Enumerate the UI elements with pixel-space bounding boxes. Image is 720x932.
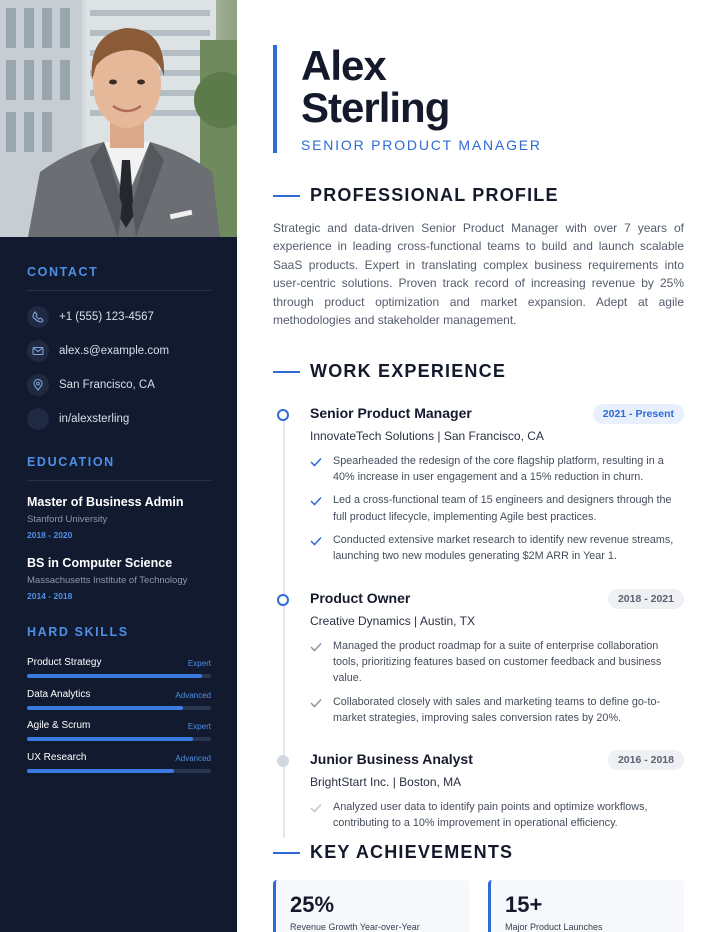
skill-item bbox=[27, 657, 211, 689]
check-icon bbox=[310, 638, 333, 687]
skill-bar-fill bbox=[27, 674, 202, 678]
check-icon bbox=[310, 532, 333, 564]
job-dates-badge: 2018 - 2021 bbox=[608, 589, 684, 609]
profile-heading: PROFESSIONAL PROFILE bbox=[310, 185, 559, 205]
skill-level: Advanced bbox=[175, 754, 211, 764]
profile-summary: Strategic and data-driven Senior Product Manager with over 7 years of experience in leading cross-functional teams to build and launch scalable SaaS products. Expert in translating complex business requirements into user-centric solutions. Proven track record of increasing revenue by 25% through product optimization and market expansion. Adept at agile methodologies and stakeholder management. bbox=[273, 221, 684, 328]
job-entry bbox=[273, 402, 684, 572]
phone-icon bbox=[27, 306, 49, 328]
job-company: InnovateTech Solutions | San Francisco, CA bbox=[310, 429, 544, 443]
job-bullets bbox=[310, 453, 684, 571]
achievement-label: Revenue Growth Year-over-Year bbox=[290, 922, 420, 932]
achievement-value: 25% bbox=[290, 892, 335, 917]
main-content bbox=[237, 0, 720, 932]
job-title: Product Owner bbox=[310, 590, 411, 606]
skill-bar bbox=[27, 769, 211, 773]
heading-accent-line bbox=[273, 852, 300, 854]
skill-name: UX Research bbox=[27, 752, 87, 764]
achievements-heading: KEY ACHIEVEMENTS bbox=[310, 842, 514, 862]
check-icon bbox=[310, 694, 333, 726]
skill-level: Expert bbox=[187, 722, 211, 732]
skill-level: Advanced bbox=[175, 690, 211, 700]
timeline-dot bbox=[277, 409, 289, 421]
skill-bar bbox=[27, 737, 211, 741]
job-company: Creative Dynamics | Austin, TX bbox=[310, 614, 475, 628]
skills-heading: HARD SKILLS bbox=[27, 625, 129, 639]
check-icon bbox=[310, 799, 333, 831]
achievement-card bbox=[273, 880, 469, 932]
job-entry bbox=[273, 587, 684, 737]
achievement-value: 15+ bbox=[505, 892, 543, 917]
bullet-text: Analyzed user data to identify pain points and optimize workflows, contributing to a 10% improvement in operational efficiency. bbox=[333, 801, 648, 830]
contact-phone-text: +1 (555) 123-4567 bbox=[59, 311, 154, 323]
achievement-label: Major Product Launches bbox=[505, 922, 603, 932]
skill-item bbox=[27, 752, 211, 784]
timeline-dot bbox=[277, 755, 289, 767]
degree: BS in Computer Science bbox=[27, 556, 173, 570]
job-role: SENIOR PRODUCT MANAGER bbox=[301, 137, 542, 153]
sidebar bbox=[0, 0, 237, 932]
bullet-text: Conducted extensive market research to identify new revenue streams, launching two new modules generating $2M ARR in Year 1. bbox=[333, 533, 674, 563]
job-title: Junior Business Analyst bbox=[310, 751, 473, 767]
skill-bar-fill bbox=[27, 737, 193, 741]
contact-linkedin-text: in/alexsterling bbox=[59, 413, 130, 425]
timeline-dot bbox=[277, 594, 289, 606]
education-section bbox=[27, 455, 211, 601]
achievement-card bbox=[488, 880, 684, 932]
degree: Master of Business Admin bbox=[27, 495, 184, 509]
contact-phone[interactable] bbox=[27, 300, 211, 334]
job-bullets bbox=[310, 799, 684, 838]
contact-heading: CONTACT bbox=[27, 265, 99, 279]
experience-heading-row bbox=[273, 361, 506, 382]
achievements-heading-row bbox=[273, 842, 513, 863]
mail-icon bbox=[27, 340, 49, 362]
experience-heading: WORK EXPERIENCE bbox=[310, 361, 507, 381]
skill-bar bbox=[27, 674, 211, 678]
skill-bar-fill bbox=[27, 706, 183, 710]
divider bbox=[27, 290, 211, 291]
skills-section bbox=[27, 625, 211, 784]
heading-accent-line bbox=[273, 371, 300, 373]
name-first: Alex bbox=[301, 42, 386, 89]
contact-section bbox=[27, 265, 211, 436]
job-dates-badge: 2021 - Present bbox=[593, 404, 684, 424]
list-item bbox=[310, 638, 684, 687]
contact-location-text: San Francisco, CA bbox=[59, 379, 155, 391]
bullet-text: Collaborated closely with sales and marketing teams to define go-to-market strategies, improving sales conversion rates by 20%. bbox=[333, 695, 661, 724]
school: Massachusetts Institute of Technology bbox=[27, 575, 188, 586]
skill-name: Agile & Scrum bbox=[27, 720, 91, 732]
years: 2018 - 2020 bbox=[27, 530, 73, 540]
job-title: Senior Product Manager bbox=[310, 405, 472, 421]
skill-item bbox=[27, 689, 211, 721]
contact-location bbox=[27, 368, 211, 402]
location-pin-icon bbox=[27, 374, 49, 396]
profile-heading-row bbox=[273, 185, 559, 206]
job-dates-badge: 2016 - 2018 bbox=[608, 750, 684, 770]
skill-bar bbox=[27, 706, 211, 710]
list-item bbox=[310, 694, 684, 726]
education-item bbox=[27, 495, 211, 540]
list-item bbox=[310, 492, 684, 524]
check-icon bbox=[310, 453, 333, 485]
linkedin-icon bbox=[27, 408, 49, 430]
contact-email-text: alex.s@example.com bbox=[59, 345, 170, 357]
job-bullets bbox=[310, 638, 684, 733]
job-entry bbox=[273, 748, 684, 838]
skill-item bbox=[27, 720, 211, 752]
bullet-text: Led a cross-functional team of 15 engineers and designers through the full product lifecycle, implementing Agile best practices. bbox=[333, 494, 672, 523]
job-company: BrightStart Inc. | Boston, MA bbox=[310, 775, 462, 789]
divider bbox=[27, 480, 211, 481]
skill-name: Product Strategy bbox=[27, 657, 102, 668]
skill-bar-fill bbox=[27, 769, 174, 773]
list-item bbox=[310, 532, 684, 564]
candidate-name bbox=[301, 42, 450, 131]
list-item bbox=[310, 799, 684, 831]
heading-accent-line bbox=[273, 195, 300, 197]
contact-email[interactable] bbox=[27, 334, 211, 368]
education-item bbox=[27, 556, 211, 601]
education-heading: EDUCATION bbox=[27, 455, 115, 469]
skill-name: Data Analytics bbox=[27, 688, 91, 700]
bullet-text: Managed the product roadmap for a suite of enterprise collaboration tools, prioritizing features based on customer feedback and business value. bbox=[333, 640, 662, 685]
check-icon bbox=[310, 492, 333, 524]
bullet-text: Spearheaded the redesign of the core flagship platform, resulting in a 40% increase in user engagement and a 15% reduction in churn. bbox=[333, 455, 664, 484]
years: 2014 - 2018 bbox=[27, 591, 73, 601]
name-last: Sterling bbox=[301, 84, 450, 131]
name-accent-bar bbox=[273, 45, 277, 153]
profile-photo bbox=[0, 0, 237, 237]
contact-linkedin[interactable] bbox=[27, 402, 211, 436]
skill-level: Expert bbox=[187, 659, 211, 668]
list-item bbox=[310, 453, 684, 485]
school: Stanford University bbox=[27, 514, 108, 525]
